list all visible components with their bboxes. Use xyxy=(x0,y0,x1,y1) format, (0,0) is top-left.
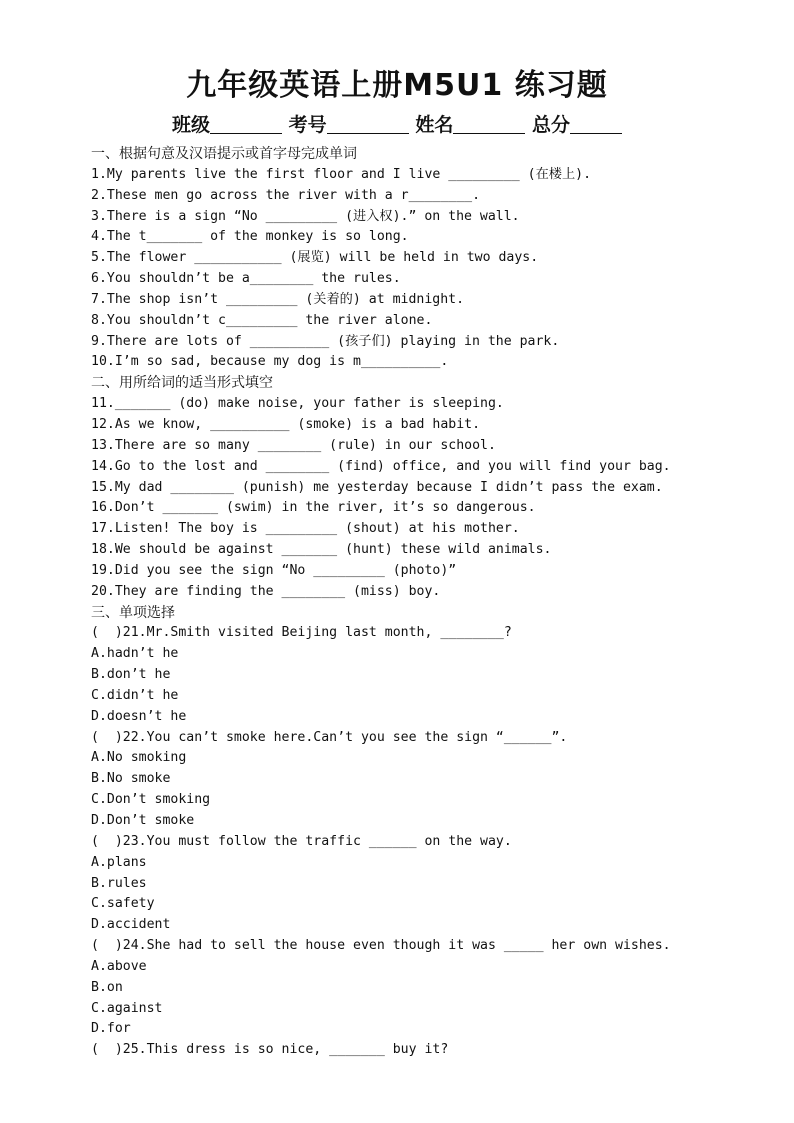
answer-option: D.doesn’t he xyxy=(91,708,187,724)
answer-option: A.above xyxy=(91,958,147,974)
answer-option: D.Don’t smoke xyxy=(91,813,195,828)
question-line: 13.There are so many ________ (rule) in our school. xyxy=(91,437,496,453)
question-line: 17.Listen! The boy is _________ (shout) at his mother. xyxy=(91,521,520,537)
number-label: 考号 xyxy=(288,114,327,136)
answer-option: B.rules xyxy=(91,875,147,891)
score-blank[interactable] xyxy=(570,115,622,134)
question-line: 20.They are finding the ________ (miss) boy. xyxy=(91,583,441,599)
class-label: 班级 xyxy=(172,114,211,136)
name-blank[interactable] xyxy=(453,115,525,134)
question-line: 2.These men go across the river with a r________. xyxy=(91,187,481,203)
question-line: 10.I’m so sad, because my dog is m__________. xyxy=(91,354,449,370)
question-line: ( )23.You must follow the traffic ______ on the way. xyxy=(91,833,512,849)
question-line: 5.The flower ___________ (展览) will be held in two days. xyxy=(91,250,539,266)
question-line: 19.Did you see the sign “No _________ (photo)” xyxy=(91,562,457,578)
question-line: 8.You shouldn’t c_________ the river alone. xyxy=(91,312,433,328)
question-line: ( )24.She had to sell the house even though it was _____ her own wishes. xyxy=(91,938,671,954)
page-title: 九年级英语上册M5U1 练习题 xyxy=(186,68,608,103)
answer-option: A.hadn’t he xyxy=(91,646,179,662)
answer-option: D.for xyxy=(91,1021,131,1037)
answer-option: B.don’t he xyxy=(91,667,171,683)
question-line: 14.Go to the lost and ________ (find) office, and you will find your bag. xyxy=(91,458,671,474)
answer-option: D.accident xyxy=(91,917,171,933)
question-line: 1.My parents live the first floor and I live _________ (在楼上). xyxy=(91,166,592,182)
student-info-row xyxy=(0,110,794,137)
answer-option: A.No smoking xyxy=(91,750,187,766)
question-line: 7.The shop isn’t _________ (关着的) at midnight. xyxy=(91,291,465,307)
question-line: 15.My dad ________ (punish) me yesterday because I didn’t pass the exam. xyxy=(91,479,663,495)
answer-option: B.No smoke xyxy=(91,771,171,787)
answer-option: C.safety xyxy=(91,896,155,912)
section-heading: 一、根据句意及汉语提示或首字母完成单词 xyxy=(91,146,357,162)
question-line: 18.We should be against _______ (hunt) these wild animals. xyxy=(91,542,552,558)
question-line: ( )22.You can’t smoke here.Can’t you see the sign “______”. xyxy=(91,729,568,745)
name-label: 姓名 xyxy=(415,114,454,136)
class-blank[interactable] xyxy=(210,115,282,134)
answer-option: C.didn’t he xyxy=(91,687,179,703)
question-line: 16.Don’t _______ (swim) in the river, it’s so dangerous. xyxy=(91,500,536,516)
question-list xyxy=(91,144,781,1061)
question-line: ( )25.This dress is so nice, _______ buy it? xyxy=(91,1042,449,1058)
answer-option: A.plans xyxy=(91,854,147,870)
number-blank[interactable] xyxy=(327,115,409,134)
answer-option: C.against xyxy=(91,1000,163,1016)
question-line: 4.The t_______ of the monkey is so long. xyxy=(91,229,409,245)
question-line: 3.There is a sign “No _________ (进入权).” on the wall. xyxy=(91,208,520,224)
section-heading: 二、用所给词的适当形式填空 xyxy=(91,375,273,392)
answer-option: C.Don’t smoking xyxy=(91,792,211,808)
question-line: 12.As we know, __________ (smoke) is a bad habit. xyxy=(91,416,481,432)
section-heading: 三、单项选择 xyxy=(91,604,175,621)
question-line: 11._______ (do) make noise, your father is sleeping. xyxy=(91,396,504,412)
question-line: 9.There are lots of __________ (孩子们) playing in the park. xyxy=(91,333,560,349)
answer-option: B.on xyxy=(91,979,123,995)
question-line: ( )21.Mr.Smith visited Beijing last month, ________? xyxy=(91,625,512,641)
score-label: 总分 xyxy=(531,114,570,136)
question-line: 6.You shouldn’t be a________ the rules. xyxy=(91,271,401,287)
